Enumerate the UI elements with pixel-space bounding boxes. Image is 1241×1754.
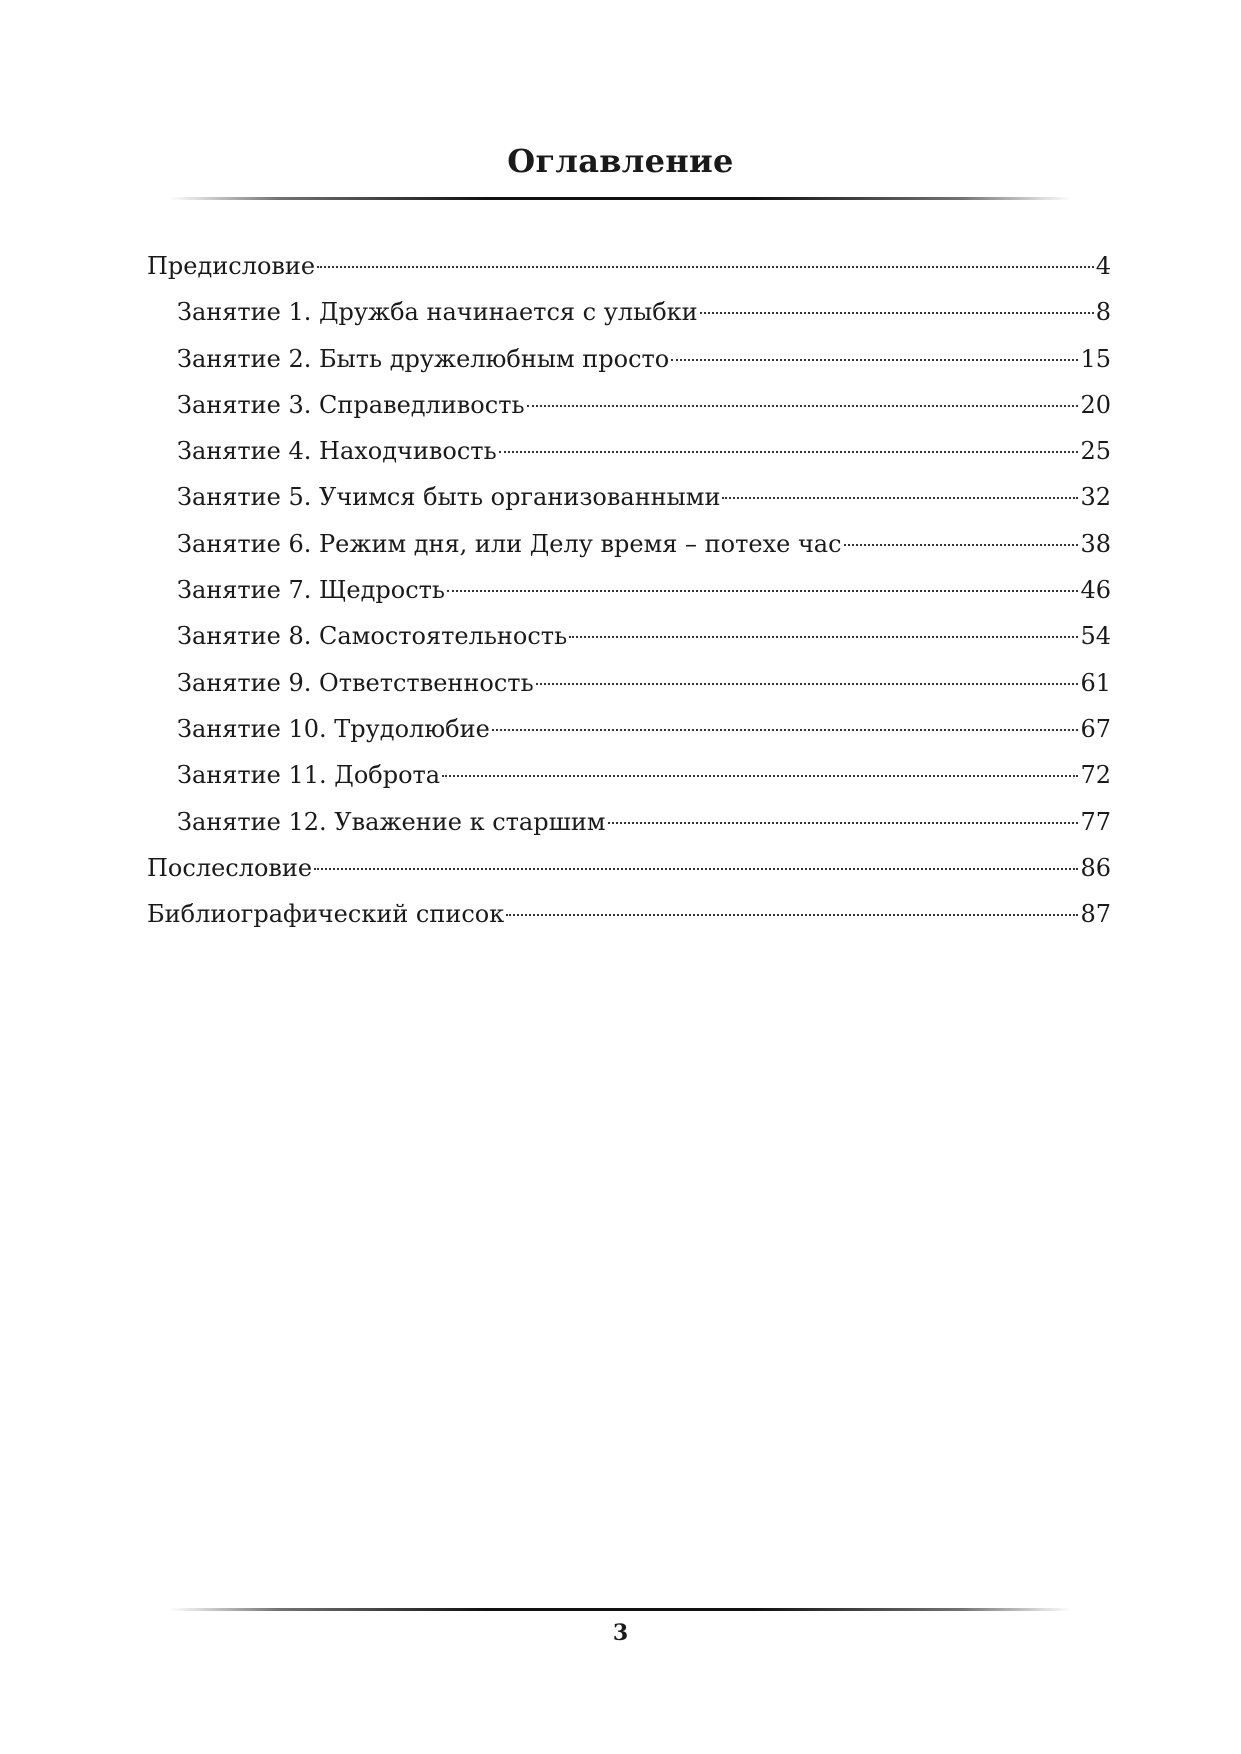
toc-entry-title: Послесловие xyxy=(147,853,313,882)
toc-entry-page: 61 xyxy=(1080,668,1111,697)
toc-entry-title: Занятие 3. Справедливость xyxy=(177,390,525,419)
toc-entry-title: Занятие 11. Доброта xyxy=(177,761,441,790)
page-number: 3 xyxy=(612,1620,629,1646)
toc-entry-title: Библиографический список xyxy=(147,900,505,929)
toc-dot-leader xyxy=(499,451,1079,453)
toc-entry-title: Занятие 9. Ответственность xyxy=(177,668,534,697)
toc-entry[interactable] xyxy=(147,246,1111,292)
toc-entry[interactable] xyxy=(147,431,1111,477)
toc-entry-page: 4 xyxy=(1095,252,1111,280)
toc-entry[interactable] xyxy=(147,616,1111,662)
toc-dot-leader xyxy=(700,312,1094,314)
toc-entry[interactable] xyxy=(147,802,1111,848)
toc-entry[interactable] xyxy=(147,894,1111,940)
toc-entry-page: 54 xyxy=(1080,622,1111,651)
toc-entry-page: 46 xyxy=(1080,576,1111,605)
toc-entry[interactable] xyxy=(147,570,1111,616)
toc-entry-title: Занятие 8. Самостоятельность xyxy=(177,622,568,651)
toc-entry-title: Занятие 12. Уважение к старшим xyxy=(177,807,606,836)
toc-entry[interactable] xyxy=(147,339,1111,385)
toc-entry-page: 67 xyxy=(1080,714,1111,743)
toc-entry-title: Занятие 1. Дружба начинается с улыбки xyxy=(177,298,698,327)
bottom-divider xyxy=(170,1608,1070,1611)
toc-dot-leader xyxy=(608,822,1079,824)
toc-entry-title: Занятие 5. Учимся быть организованными xyxy=(177,483,721,512)
toc-entry[interactable] xyxy=(147,848,1111,894)
toc-entry-page: 72 xyxy=(1080,761,1111,790)
toc-entry-page: 20 xyxy=(1080,390,1111,419)
toc-entry-page: 86 xyxy=(1080,853,1111,882)
toc-entry-title: Занятие 7. Щедрость xyxy=(177,576,445,605)
toc-entry-title: Занятие 4. Находчивость xyxy=(177,437,497,466)
toc-dot-leader xyxy=(722,497,1078,499)
toc-entry[interactable] xyxy=(147,663,1111,709)
toc-entry-page: 25 xyxy=(1080,437,1111,466)
toc-dot-leader xyxy=(844,544,1079,546)
toc-entry-title: Занятие 2. Быть дружелюбным просто xyxy=(177,344,670,373)
toc-dot-leader xyxy=(447,590,1078,592)
toc-entry[interactable] xyxy=(147,755,1111,801)
toc-dot-leader xyxy=(442,775,1078,777)
toc-entry-title: Предисловие xyxy=(147,252,316,280)
toc-entry-title: Занятие 6. Режим дня, или Делу время – потехе час xyxy=(177,529,842,558)
toc-dot-leader xyxy=(314,868,1078,870)
toc-dot-leader xyxy=(569,636,1078,638)
toc-entry-title: Занятие 10. Трудолюбие xyxy=(177,714,490,743)
table-of-contents xyxy=(147,246,1111,940)
toc-entry[interactable] xyxy=(147,524,1111,570)
toc-entry-page: 15 xyxy=(1080,344,1111,373)
toc-dot-leader xyxy=(492,729,1079,731)
toc-entry[interactable] xyxy=(147,385,1111,431)
toc-entry[interactable] xyxy=(147,709,1111,755)
toc-entry-page: 38 xyxy=(1080,529,1111,558)
page-title: Оглавление xyxy=(507,142,734,181)
toc-entry-page: 87 xyxy=(1080,900,1111,929)
toc-entry-page: 8 xyxy=(1095,298,1111,327)
top-divider xyxy=(170,197,1070,200)
toc-dot-leader xyxy=(671,359,1078,361)
toc-entry-page: 77 xyxy=(1080,807,1111,836)
toc-dot-leader xyxy=(506,914,1078,916)
toc-dot-leader xyxy=(527,405,1079,407)
toc-entry[interactable] xyxy=(147,477,1111,523)
toc-dot-leader xyxy=(317,266,1094,268)
toc-entry-page: 32 xyxy=(1080,483,1111,512)
toc-entry[interactable] xyxy=(147,292,1111,338)
toc-dot-leader xyxy=(536,683,1079,685)
